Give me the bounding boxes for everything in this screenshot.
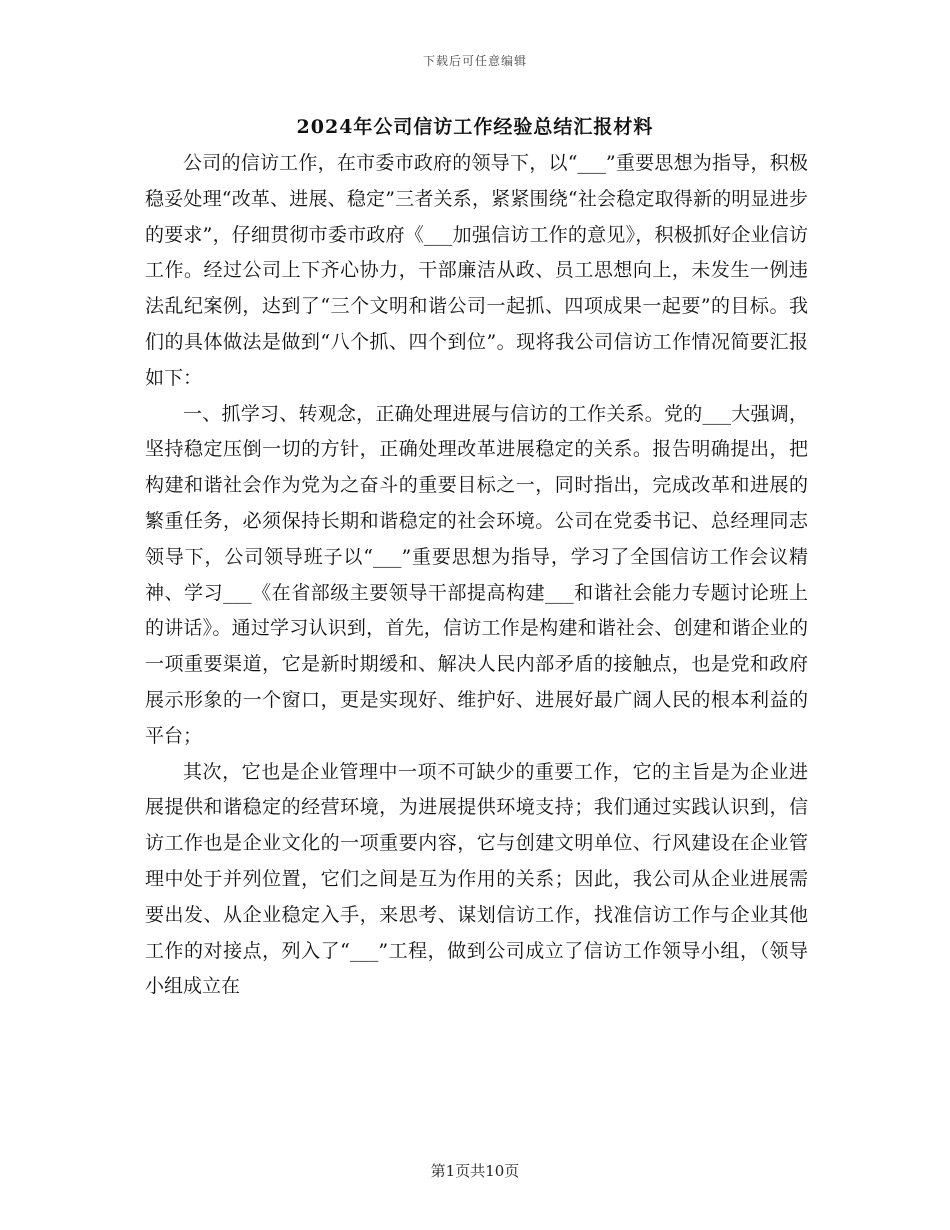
document-title: 2024年公司信访工作经验总结汇报材料 [296,116,654,138]
paragraph-section-one: 一、抓学习、转观念，正确处理进展与信访的工作关系。党的___大强调，坚持稳定压倒一切的方针，正确处理改革进展稳定的关系。报告明确提出，把构建和谐社会作为党为之奋斗的重要目标之一，同时指出，完成改革和进展的繁重任务，必须保持长期和谐稳定的社会环境。公司在党委书记、总经理同志领导下，公司领导班子以“___”重要思想为指导，学习了全国信访工作会议精神、学习___《在省部级主要领导干部提高构建___和谐社会能力专题讨论班上的讲话》。通过学习认识到，首先，信访工作是构建和谐社会、创建和谐企业的一项重要渠道，它是新时期缓和、解决人民内部矛盾的接触点，也是党和政府展示形象的一个窗口，更是实现好、维护好、进展好最广阔人民的根本利益的平台； [145,402,808,747]
paragraph-intro: 公司的信访工作，在市委市政府的领导下，以“___”重要思想为指导，积极稳妥处理“改革、进展、稳定”三者关系，紧紧围绕“社会稳定取得新的明显进步的要求”，仔细贯彻市委市政府《___加强信访工作的意见》，积极抓好企业信访工作。经过公司上下齐心协力，干部廉洁从政、员工思想向上，未发生一例违法乱纪案例，达到了“三个文明和谐公司一起抓、四项成果一起要”的目标。我们的具体做法是做到“八个抓、四个到位”。现将我公司信访工作情况简要汇报如下： [145,152,808,389]
paragraph-secondly: 其次，它也是企业管理中一项不可缺少的重要工作，它的主旨是为企业进展提供和谐稳定的经营环境，为进展提供环境支持；我们通过实践认识到，信访工作也是企业文化的一项重要内容，它与创建文明单位、行风建设在企业管理中处于并列位置，它们之间是互为作用的关系；因此，我公司从企业进展需要出发、从企业稳定入手，来思考、谋划信访工作，找准信访工作与企业其他工作的对接点，列入了“___”工程，做到公司成立了信访工作领导小组，（领导小组成立在 [145,760,808,998]
page-header-note: 下载后可任意编辑 [422,54,527,68]
page-number: 第1页共10页 [430,1162,520,1180]
document-body [145,146,808,1005]
